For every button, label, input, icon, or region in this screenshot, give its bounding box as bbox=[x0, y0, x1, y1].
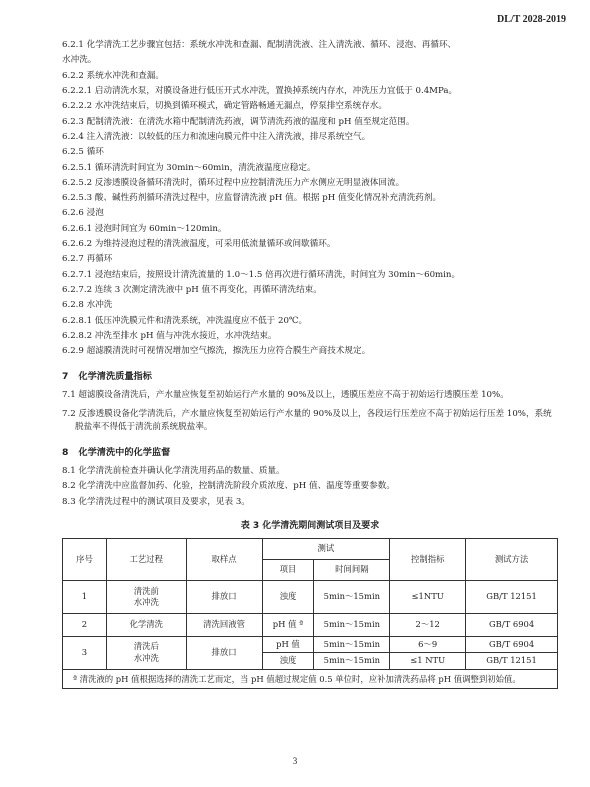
clause-6-2-2-1: 6.2.2.1 启动清洗水泵，对膜设备进行低压开式水冲洗，置换掉系统内存水，冲洗压力宜低于 0.4MPa。 bbox=[62, 85, 458, 96]
clause-6-2-8-2: 6.2.8.2 冲洗至排水 pH 值与冲洗水接近，水冲洗结束。 bbox=[62, 330, 277, 341]
clause-8-2: 8.2 化学清洗中应监督加药、化验，控制清洗阶段介质浓度、pH 值、温度等重要参数。 bbox=[62, 481, 395, 492]
clause-6-2-7: 6.2.7 再循环 bbox=[62, 254, 113, 265]
cell-process bbox=[106, 580, 186, 613]
table-footnote: ª 清洗液的 pH 值根据选择的清洗工艺而定，当 pH 值超过规定值 0.5 单位时，应补加清洗药品将 pH 值调整到初始值。 bbox=[63, 669, 558, 689]
cell-process-line: 水冲洗 bbox=[133, 652, 159, 663]
cell-method: GB/T 12151 bbox=[466, 653, 558, 669]
table-row bbox=[63, 613, 558, 636]
clause-6-2-2: 6.2.2 系统水冲洗和查漏。 bbox=[62, 70, 164, 81]
cell-process-line: 水冲洗 bbox=[133, 596, 159, 607]
cell-process bbox=[106, 636, 186, 669]
clause-6-2-1-cont: 水冲洗。 bbox=[62, 55, 97, 66]
test-items-table bbox=[62, 538, 558, 689]
table-row bbox=[63, 636, 558, 652]
cell-seq: 2 bbox=[63, 613, 107, 636]
section-8-title: 化学清洗中的化学监督 bbox=[78, 446, 171, 458]
cell-item: pH 值 ª bbox=[262, 613, 314, 636]
clause-6-2-9: 6.2.9 超滤膜清洗时可视情况增加空气擦洗，擦洗压力应符合膜生产商技术规定。 bbox=[62, 346, 371, 357]
cell-sampling: 排放口 bbox=[186, 580, 262, 613]
cell-seq: 1 bbox=[63, 580, 107, 613]
cell-method: GB/T 6904 bbox=[466, 636, 558, 652]
cell-item: pH 值 bbox=[262, 636, 314, 652]
clause-6-2-5-1: 6.2.5.1 循环清洗时间宜为 30min～60min，清洗液温度应稳定。 bbox=[62, 162, 316, 173]
cell-item: 浊度 bbox=[262, 580, 314, 613]
clause-8-1: 8.1 化学清洗前检查并确认化学清洗用药品的数量、质量。 bbox=[62, 466, 285, 476]
cell-process-line: 清洗后 bbox=[133, 641, 159, 652]
header-control: 控制指标 bbox=[390, 538, 466, 580]
cell-sampling: 排放口 bbox=[186, 636, 262, 669]
cell-method: GB/T 6904 bbox=[466, 613, 558, 636]
section-8-number: 8 bbox=[62, 446, 69, 458]
table-3-title: 表 3 化学清洗期间测试项目及要求 bbox=[240, 520, 380, 531]
clause-6-2-1: 6.2.1 化学清洗工艺步骤宜包括：系统水冲洗和查漏、配制清洗液、注入清洗液、循环、浸泡、再循环、 bbox=[62, 40, 457, 50]
table-row bbox=[63, 580, 558, 613]
clause-6-2-4: 6.2.4 注入清洗液：以较低的压力和流速向膜元件中注入清洗液，排尽系统空气。 bbox=[62, 131, 371, 142]
cell-process-line: 清洗前 bbox=[133, 585, 159, 596]
page-body bbox=[62, 38, 558, 689]
clause-6-2-3: 6.2.3 配制清洗液：在清洗水箱中配制清洗药液，调节清洗药液的温度和 pH 值至规定范围。 bbox=[62, 116, 415, 127]
clause-6-2-7-2: 6.2.7.2 连续 3 次测定清洗液中 pH 值不再变化，再循环清洗结束。 bbox=[62, 285, 322, 295]
header-sampling: 取样点 bbox=[186, 538, 262, 580]
clause-6-2-5-3: 6.2.5.3 酸、碱性药剂循环清洗过程中，应监督清洗液 pH 值。根据 pH 值变化情况补充清洗药剂。 bbox=[62, 193, 442, 204]
cell-control: ≤1NTU bbox=[390, 580, 466, 613]
clause-6-2-2-2: 6.2.2.2 水冲洗结束后，切换到循环模式，确定管路畅通无漏点，停泵排空系统存水。 bbox=[62, 101, 387, 112]
cell-interval: 5min～15min bbox=[314, 636, 390, 652]
clause-6-2-5: 6.2.5 循环 bbox=[62, 147, 104, 158]
page-number: 3 bbox=[292, 756, 298, 767]
section-8-heading bbox=[62, 446, 558, 460]
cell-interval: 5min～15min bbox=[314, 613, 390, 636]
cell-item: 浊度 bbox=[262, 653, 314, 669]
section-7-title: 化学清洗质量指标 bbox=[78, 370, 152, 382]
cell-process: 化学清洗 bbox=[106, 613, 186, 636]
cell-method: GB/T 12151 bbox=[466, 580, 558, 613]
header-interval: 时间间隔 bbox=[314, 559, 390, 580]
table-header-row bbox=[63, 538, 558, 559]
standard-number: DL/T 2028-2019 bbox=[497, 14, 566, 25]
clause-8-3: 8.3 化学清洗过程中的测试项目及要求，见表 3。 bbox=[62, 496, 250, 507]
cell-interval: 5min～15min bbox=[314, 653, 390, 669]
section-7-number: 7 bbox=[62, 370, 69, 382]
header-seq: 序号 bbox=[63, 538, 107, 580]
cell-control: ≤1 NTU bbox=[390, 653, 466, 669]
clause-7-1: 7.1 超滤膜设备清洗后，产水量应恢复至初始运行产水量的 90%及以上，透膜压差应不高于初始运行透膜压差 10%。 bbox=[62, 389, 509, 400]
header-test: 测试 bbox=[262, 538, 390, 559]
clause-6-2-8-1: 6.2.8.1 低压冲洗膜元件和清洗系统，冲洗温度应不低于 20℃。 bbox=[62, 315, 308, 326]
cell-control: 2～12 bbox=[390, 613, 466, 636]
clause-6-2-6-2: 6.2.6.2 为维持浸泡过程的清洗液温度，可采用低流量循环或间歇循环。 bbox=[62, 239, 336, 250]
section-7-heading bbox=[62, 370, 558, 384]
cell-interval: 5min～15min bbox=[314, 580, 390, 613]
clause-6-2-7-1: 6.2.7.1 浸泡结束后，按照设计清洗流量的 1.0～1.5 倍再次进行循环清洗，时间宜为 30min～60min。 bbox=[62, 269, 461, 280]
cell-sampling: 清洗回液管 bbox=[186, 613, 262, 636]
clause-6-2-6: 6.2.6 浸泡 bbox=[62, 208, 104, 219]
clause-6-2-6-1: 6.2.6.1 浸泡时间宜为 60min～120min。 bbox=[62, 223, 227, 234]
cell-seq: 3 bbox=[63, 636, 107, 669]
header-process: 工艺过程 bbox=[106, 538, 186, 580]
header-method: 测试方法 bbox=[466, 538, 558, 580]
header-item: 项目 bbox=[262, 559, 314, 580]
clause-7-2: 7.2 反渗透膜设备化学清洗后，产水量应恢复至初始运行产水量的 90%及以上，各段运行压差应不高于初始运行压差 10%，系统脱盐率不得低于清洗前系统脱盐率。 bbox=[62, 409, 552, 433]
clause-6-2-8: 6.2.8 水冲洗 bbox=[62, 300, 113, 311]
table-note-row bbox=[63, 669, 558, 689]
cell-control: 6～9 bbox=[390, 636, 466, 652]
clause-6-2-5-2: 6.2.5.2 反渗透膜设备循环清洗时，循环过程中应控制清洗压力产水侧应无明显液体回流。 bbox=[62, 177, 405, 188]
